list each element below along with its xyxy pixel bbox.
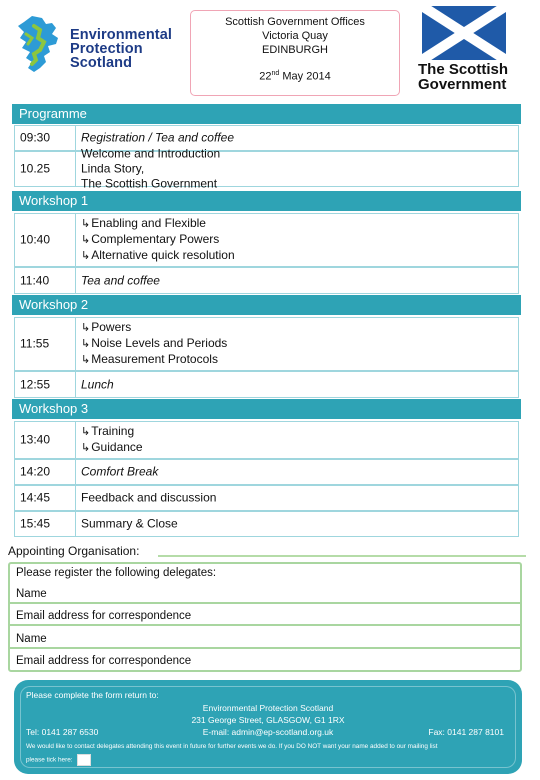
delegate-email-field-1[interactable]: Email address for correspondence	[16, 610, 192, 622]
return-telephone: Tel: 0141 287 6530	[26, 727, 99, 737]
return-address: 231 George Street, GLASGOW, G1 1RX	[191, 715, 345, 725]
row-description	[81, 320, 227, 368]
registration-heading: Please register the following delegates:	[16, 567, 217, 579]
return-intro: Please complete the form return to:	[26, 690, 159, 700]
workshop-1-header: Workshop 1	[12, 191, 521, 211]
event-date: 22nd May 2014	[259, 70, 331, 83]
row-description: Registration / Tea and coffee	[81, 130, 234, 145]
sepa-logo	[12, 14, 187, 78]
row-time: 14:20	[20, 464, 51, 479]
row-description: Welcome and Introduction Linda Story, The Scottish Government	[81, 146, 221, 191]
arrow-bullet-icon: ↳ Alternative quick resolution	[81, 248, 235, 264]
row-description	[81, 424, 143, 456]
arrow-bullet-icon: ↳ Measurement Protocols	[81, 352, 227, 368]
venue-address-box	[190, 10, 400, 96]
arrow-bullet-icon: ↳ Noise Levels and Periods	[81, 336, 227, 352]
programme-header: Programme	[12, 104, 521, 124]
table-row	[14, 213, 519, 267]
row-time: 10.25	[20, 161, 51, 176]
appointing-organisation-line[interactable]	[158, 555, 526, 557]
row-time: 14:45	[20, 490, 51, 505]
table-row	[14, 421, 519, 459]
row-time: 15:45	[20, 516, 51, 531]
row-time: 11:40	[20, 273, 50, 287]
row-time: 12:55	[20, 377, 51, 391]
return-org: Environmental Protection Scotland	[202, 703, 334, 713]
row-description	[81, 216, 235, 264]
workshop-3-header: Workshop 3	[12, 399, 521, 419]
row-description: Tea and coffee	[81, 273, 160, 287]
row-time: 10:40	[20, 232, 51, 247]
venue-line-1: Scottish Government Offices	[225, 16, 365, 28]
venue-line-3: EDINBURGH	[261, 44, 328, 56]
sepa-scotland-map-icon	[12, 14, 66, 74]
delegate-name-field-1[interactable]: Name	[16, 588, 47, 600]
return-fax: Fax: 0141 287 8101	[428, 727, 504, 737]
table-row	[14, 459, 519, 485]
venue-line-2: Victoria Quay	[262, 30, 328, 42]
row-description: Comfort Break	[81, 464, 159, 479]
form-divider	[10, 647, 520, 649]
row-time: 11:55	[20, 336, 50, 351]
form-divider	[10, 602, 520, 604]
saltire-flag-icon	[422, 6, 506, 60]
row-time: 13:40	[20, 432, 51, 447]
table-row	[14, 511, 519, 537]
workshop-2-header: Workshop 2	[12, 295, 521, 315]
delegate-registration-box	[8, 562, 522, 672]
delegate-email-field-2[interactable]: Email address for correspondence	[16, 655, 192, 667]
table-row	[14, 371, 519, 398]
table-row	[14, 146, 519, 191]
mailing-consent-text: We would like to contact delegates attending this event in future for further events we do. If you DO NOT want your name added to our mailing list	[26, 743, 438, 750]
sepa-logo-text: Environmental Protection Scotland	[70, 27, 173, 71]
appointing-organisation-label: Appointing Organisation:	[8, 544, 140, 558]
row-description: Lunch	[81, 377, 114, 391]
row-description: Feedback and discussion	[81, 490, 217, 505]
mailing-consent-prompt: please tick here:	[26, 754, 91, 766]
scottish-government-logo	[416, 6, 508, 92]
arrow-bullet-icon: ↳ Powers	[81, 320, 227, 336]
arrow-bullet-icon: ↳ Complementary Powers	[81, 232, 235, 248]
appointing-organisation-field[interactable]	[8, 544, 523, 558]
form-divider	[10, 624, 520, 626]
arrow-bullet-icon: ↳ Training	[81, 424, 143, 440]
return-email: E-mail: admin@ep-scotland.org.uk	[202, 727, 334, 737]
return-info-footer	[14, 680, 522, 774]
arrow-bullet-icon: ↳ Guidance	[81, 440, 143, 456]
row-description: Summary & Close	[81, 516, 178, 531]
delegate-name-field-2[interactable]: Name	[16, 633, 47, 645]
scottish-government-text: The Scottish Government	[418, 61, 509, 93]
table-row	[14, 267, 519, 294]
arrow-bullet-icon: ↳ Enabling and Flexible	[81, 216, 235, 232]
mailing-opt-out-checkbox[interactable]	[77, 754, 91, 766]
row-time: 09:30	[20, 130, 51, 145]
table-row	[14, 485, 519, 511]
table-row	[14, 317, 519, 371]
